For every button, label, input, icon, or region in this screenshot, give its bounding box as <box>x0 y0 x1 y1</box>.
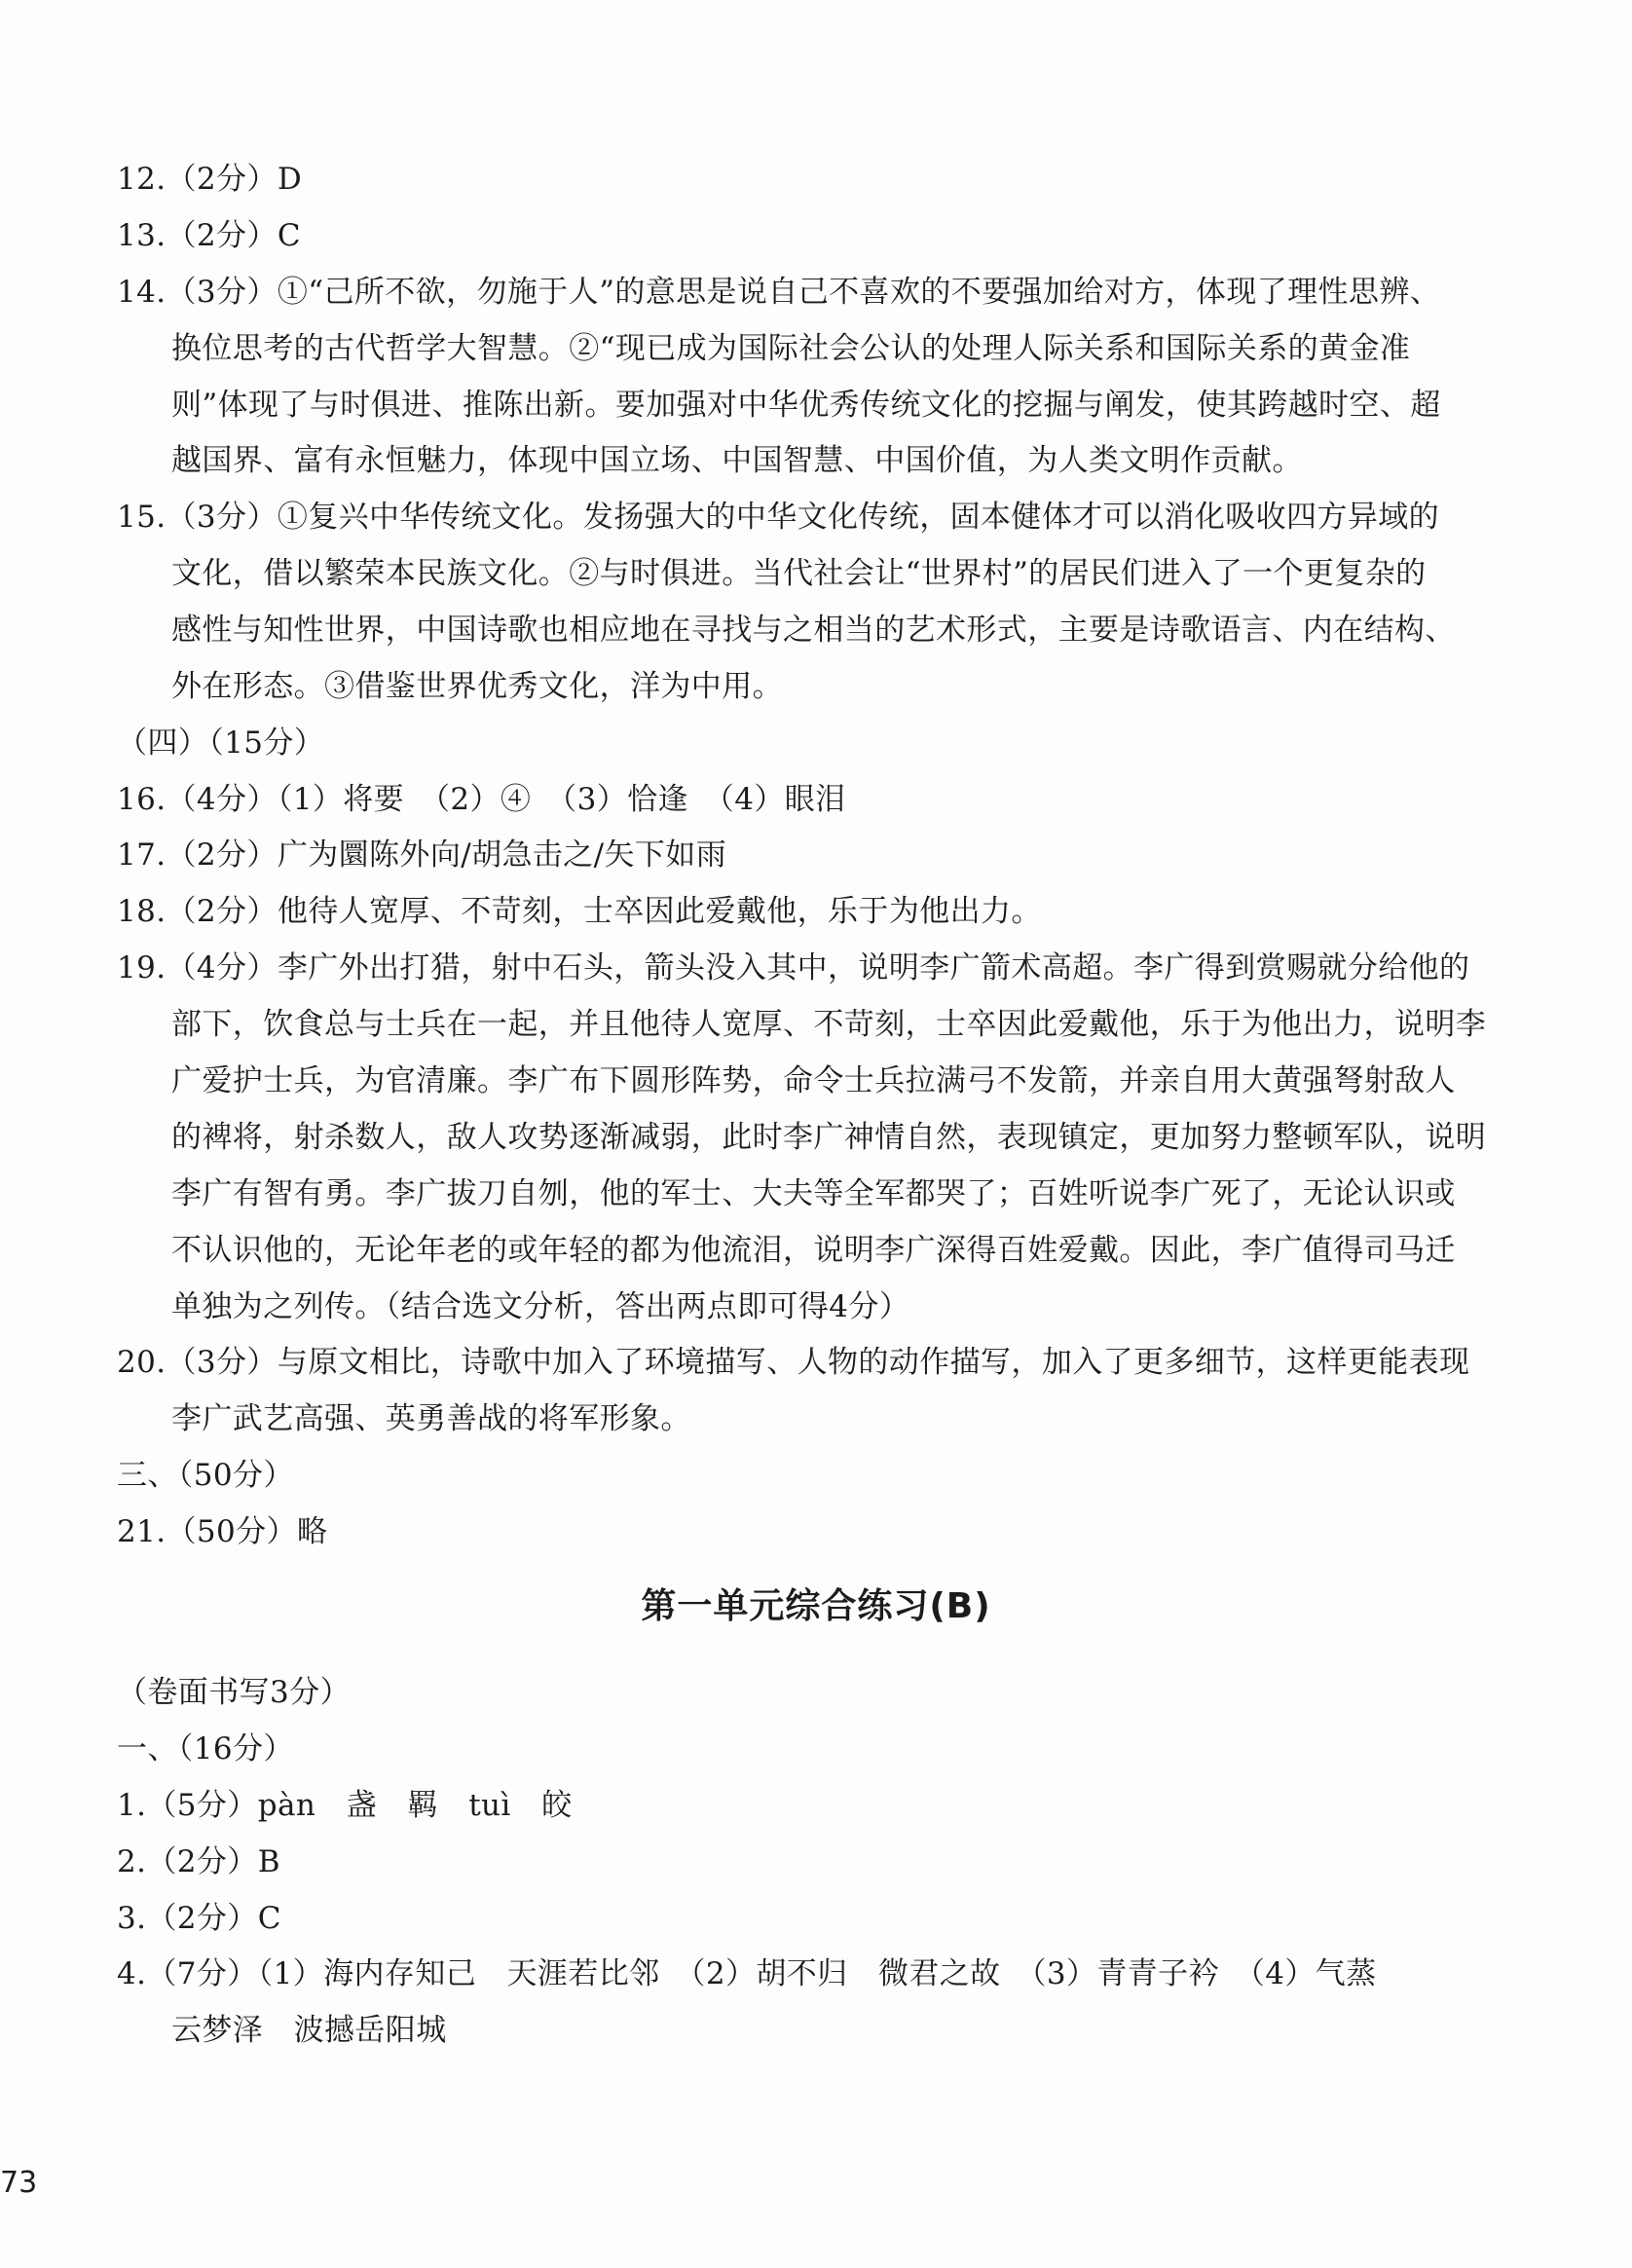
answer-line: 1.（5分）pàn 盏 羁 tuì 皎 <box>117 1788 573 1823</box>
answer-line: 13.（2分）C <box>117 218 301 253</box>
answer-line: 2.（2分）B <box>117 1844 280 1879</box>
page-number: 73 <box>0 2166 38 2200</box>
answer-line: 李广武艺高强、英勇善战的将军形象。 <box>171 1401 691 1436</box>
answer-line: 则”体现了与时俱进、推陈出新。要加强对中华优秀传统文化的挖掘与阐发，使其跨越时空、超 <box>171 388 1441 423</box>
answer-line: 16.（4分）（1）将要 （2）④ （3）恰逢 （4）眼泪 <box>117 782 846 817</box>
section-heading: 一、（16分） <box>117 1731 294 1766</box>
answer-line: 部下，饮食总与士兵在一起，并且他待人宽厚、不苛刻，士卒因此爱戴他，乐于为他出力，说明李 <box>171 1007 1487 1042</box>
answer-line: （卷面书写3分） <box>117 1675 351 1710</box>
answer-line: 感性与知性世界，中国诗歌也相应地在寻找与之相当的艺术形式，主要是诗歌语言、内在结构、 <box>171 613 1456 648</box>
answer-line: 外在形态。③借鉴世界优秀文化，洋为中用。 <box>171 669 783 704</box>
answer-line: 17.（2分）广为圜陈外向/胡急击之/矢下如雨 <box>117 837 727 873</box>
answer-line: 云梦泽 波撼岳阳城 <box>171 2013 447 2048</box>
section-heading: 三、（50分） <box>117 1458 294 1493</box>
answer-line: 12.（2分）D <box>117 162 303 197</box>
answer-line: 20.（3分）与原文相比，诗歌中加入了环境描写、人物的动作描写，加入了更多细节，这样更能表现 <box>117 1345 1470 1380</box>
answer-line: 15.（3分）①复兴中华传统文化。发扬强大的中华文化传统，固本健体才可以消化吸收四方异域的 <box>117 500 1440 535</box>
answer-line: 3.（2分）C <box>117 1901 281 1936</box>
answer-line: 李广有智有勇。李广拔刀自刎，他的军士、大夫等全军都哭了；百姓听说李广死了，无论认识或 <box>171 1176 1456 1211</box>
answer-line: 换位思考的古代哲学大智慧。②“现已成为国际社会公认的处理人际关系和国际关系的黄金准 <box>171 331 1411 366</box>
answer-line: 的裨将，射杀数人，敌人攻势逐渐减弱，此时李广神情自然，表现镇定，更加努力整顿军队，说明 <box>171 1120 1487 1155</box>
answer-line: 14.（3分）①“己所不欲，勿施于人”的意思是说自己不喜欢的不要强加给对方，体现了理性思辨、 <box>117 275 1441 310</box>
answer-line: 不认识他的，无论年老的或年轻的都为他流泪，说明李广深得百姓爱戴。因此，李广值得司马迁 <box>171 1233 1456 1268</box>
answer-line: 单独为之列传。（结合选文分析，答出两点即可得4分） <box>171 1289 910 1324</box>
answer-line: 19.（4分）李广外出打猎，射中石头，箭头没入其中，说明李广箭术高超。李广得到赏赐就分给他的 <box>117 950 1470 985</box>
answer-line: 21.（50分）略 <box>117 1514 328 1549</box>
answer-line: 越国界、富有永恒魅力，体现中国立场、中国智慧、中国价值，为人类文明作贡献。 <box>171 443 1303 478</box>
answer-line: 广爱护士兵，为官清廉。李广布下圆形阵势，命令士兵拉满弓不发箭，并亲自用大黄强弩射敌人 <box>171 1063 1456 1098</box>
answer-line: 4.（7分）（1）海内存知己 天涯若比邻 （2）胡不归 微君之故 （3）青青子衿 （4）气蒸 <box>117 1956 1377 1991</box>
page-title: 第一单元综合练习(B) <box>641 1586 991 1626</box>
answer-line: 18.（2分）他待人宽厚、不苛刻，士卒因此爱戴他，乐于为他出力。 <box>117 894 1042 929</box>
answer-line: 文化，借以繁荣本民族文化。②与时俱进。当代社会让“世界村”的居民们进入了一个更复杂的 <box>171 556 1427 591</box>
section-heading: （四）（15分） <box>117 725 325 761</box>
